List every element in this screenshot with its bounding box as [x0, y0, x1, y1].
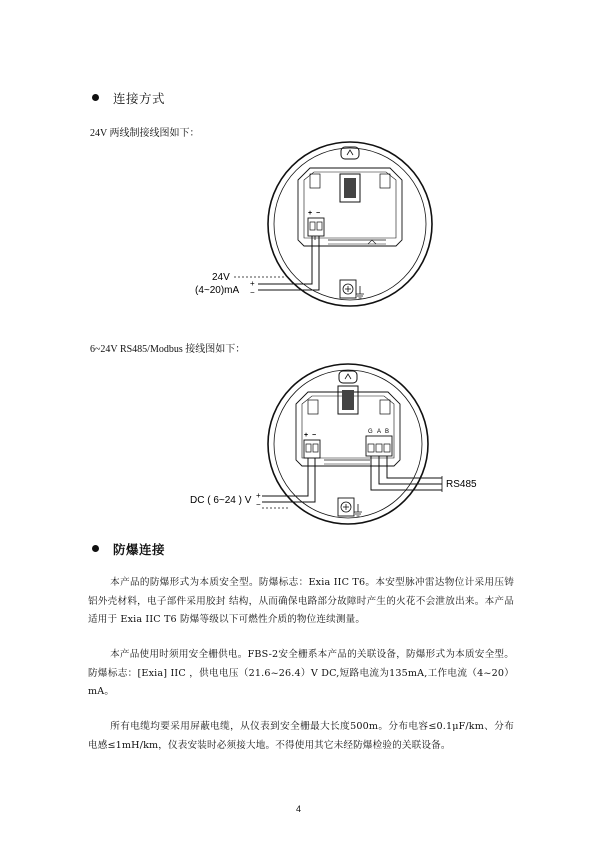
bullet-icon — [92, 545, 99, 552]
terminal-minus-label: − — [312, 432, 317, 439]
housing-inner-ring — [274, 148, 426, 300]
supply-range-label: DC ( 6~24 ) V — [190, 495, 252, 506]
paragraph-explosion-type — [88, 574, 514, 630]
polarity-minus: − — [250, 288, 255, 297]
terminal-block — [308, 218, 324, 236]
current-range-label: (4~20)mA — [195, 285, 240, 296]
wiring-diagram-two-wire — [150, 140, 470, 315]
wire-plus — [262, 458, 308, 496]
paragraph-safety-barrier — [88, 646, 514, 702]
terminal-plus-label: + — [304, 432, 309, 439]
terminal-g-label: G — [368, 429, 373, 435]
bullet-icon — [92, 94, 99, 101]
wire-g — [371, 456, 442, 490]
page-number: 4 — [296, 804, 302, 814]
caption-two-wire: 24V 两线制接线图如下： — [90, 128, 200, 139]
supply-voltage-label: 24V — [212, 272, 230, 283]
ground-icon — [356, 286, 364, 298]
housing-outer-ring — [268, 142, 432, 306]
paragraph-text: 本产品的防爆形式为本质安全型。防爆标志：Exia IIC T6。本安型脉冲雷达物位计采用压铸铝外壳材料，电子部件采用胶封 结构，从而确保电路部分故障时产生的火花不会泄放出来。本产品适用于 Exia IIC T6 防爆等级以下可燃性介质的物位连续测量。 — [88, 577, 514, 625]
section-title-connection: 连接方式 — [113, 91, 166, 106]
terminal-minus-label: − — [316, 210, 321, 217]
polarity-minus: − — [256, 500, 261, 509]
rs485-terminal-block — [366, 436, 392, 456]
terminal-b-label: B — [385, 429, 390, 435]
wire-a — [379, 456, 442, 484]
wire-b — [387, 456, 442, 478]
paragraph-text: 本产品使用时须用安全栅供电。FBS-2安全栅系本产品的关联设备，防爆形式为本质安全型。防爆标志：[Exia] IIC ，供电电压（21.6~26.4）V DC,短路电流为135mA,工作电流（4~20）mA。 — [88, 649, 514, 697]
wiring-diagram-rs485 — [180, 360, 500, 530]
polarity-plus: + — [250, 279, 255, 288]
housing-outer-ring — [268, 364, 428, 524]
section-title-explosion-proof: 防爆连接 — [113, 542, 166, 557]
polarity-plus: + — [256, 491, 261, 500]
terminal-plus-label: + — [308, 210, 313, 217]
caption-rs485: 6~24V RS485/Modbus 接线图如下： — [90, 344, 246, 355]
rs485-label: RS485 — [446, 479, 477, 490]
power-terminal-block — [304, 440, 320, 458]
terminal-a-label: A — [377, 429, 382, 435]
paragraph-cable-requirements — [88, 718, 514, 755]
paragraph-text: 所有电缆均要采用屏蔽电缆，从仪表到安全栅最大长度500m。分布电容≤0.1μF/km、分布电感≤1mH/km，仪表安装时必须接大地。不得使用其它未经防爆检验的关联设备。 — [88, 721, 514, 751]
wire-minus — [258, 236, 319, 290]
ground-icon — [354, 504, 362, 516]
